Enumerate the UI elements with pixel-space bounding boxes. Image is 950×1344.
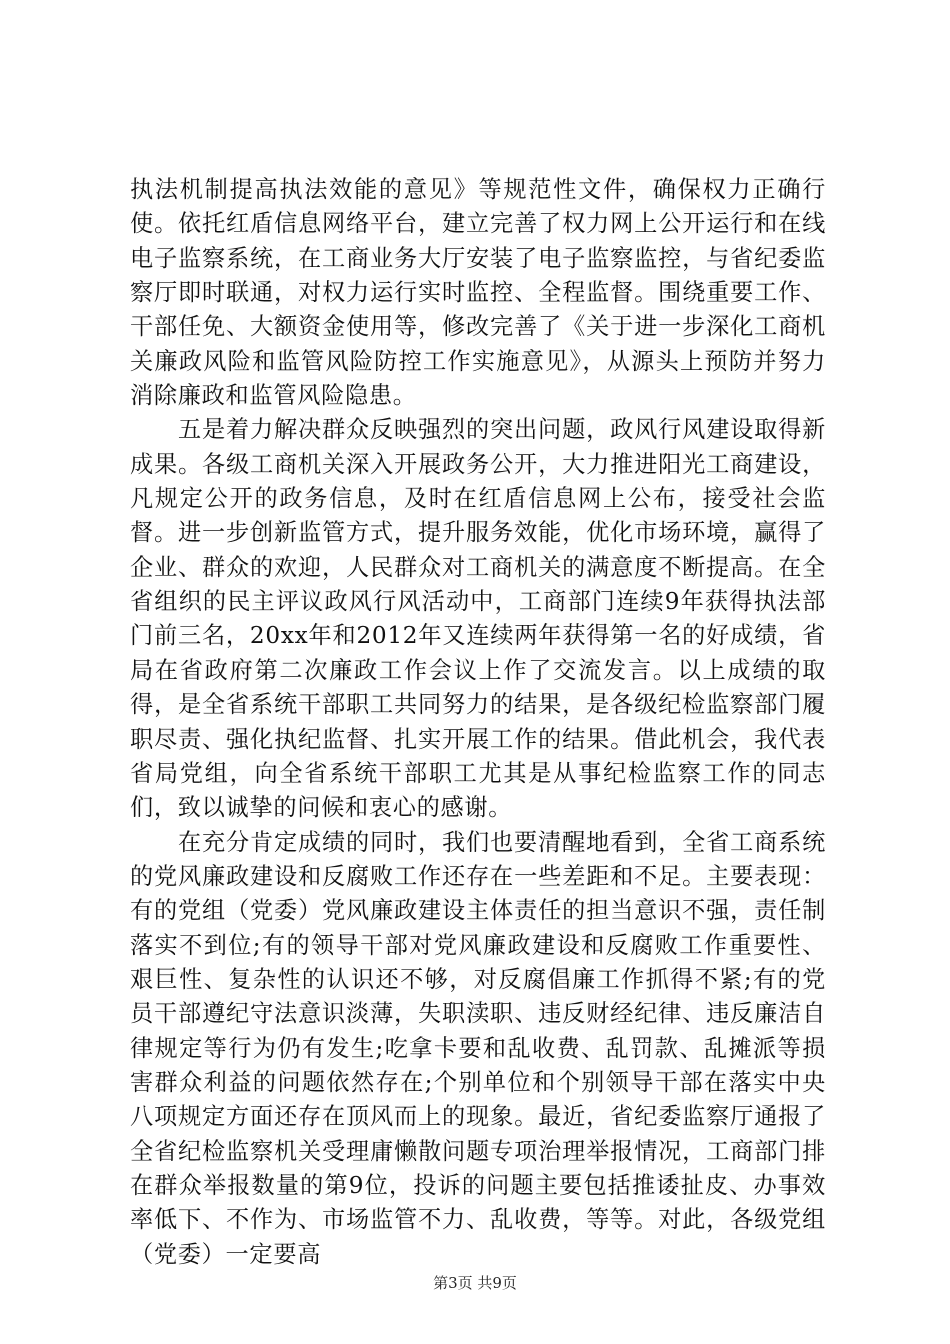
page-number-footer: 第3页 共9页 [433, 1274, 517, 1292]
paragraph-1: 执法机制提高执法效能的意见》等规范性文件，确保权力正确行使。依托红盾信息网络平台，建立完善了权力网上公开运行和在线电子监察系统，在工商业务大厅安装了电子监察监控，与省纪委监察厅即时联通，对权力运行实时监控、全程监督。围绕重要工作、干部任免、大额资金使用等，修改完善了《关于进一步深化工商机关廉政风险和监管风险防控工作实施意见》，从源头上预防并努力消除廉政和监管风险隐患。 [130, 176, 826, 410]
document-body [130, 173, 826, 1272]
paragraph-3: 在充分肯定成绩的同时，我们也要清醒地看到，全省工商系统的党风廉政建设和反腐败工作还存在一些差距和不足。主要表现：有的党组（党委）党风廉政建设主体责任的担当意识不强，责任制落实不到位;有的领导干部对党风廉政建设和反腐败工作重要性、艰巨性、复杂性的认识还不够，对反腐倡廉工作抓得不紧;有的党员干部遵纪守法意识淡薄，失职渎职、违反财经纪律、违反廉洁自律规定等行为仍有发生;吃拿卡要和乱收费、乱罚款、乱摊派等损害群众利益的问题依然存在;个别单位和个别领导干部在落实中央八项规定方面还存在顶风而上的现象。最近，省纪委监察厅通报了全省纪检监察机关受理庸懒散问题专项治理举报情况，工商部门排在群众举报数量的第9位，投诉的问题主要包括推诿扯皮、办事效率低下、不作为、市场监管不力、乱收费，等等。对此，各级党组（党委）一定要高 [130, 828, 826, 1268]
paragraph-2: 五是着力解决群众反映强烈的突出问题，政风行风建设取得新成果。各级工商机关深入开展政务公开，大力推进阳光工商建设，凡规定公开的政务信息，及时在红盾信息网上公布，接受社会监督。进一步创新监管方式，提升服务效能，优化市场环境，赢得了企业、群众的欢迎，人民群众对工商机关的满意度不断提高。在全省组织的民主评议政风行风活动中，工商部门连续9年获得执法部门前三名，20xx年和2012年又连续两年获得第一名的好成绩，省局在省政府第二次廉政工作会议上作了交流发言。以上成绩的取得，是全省系统干部职工共同努力的结果，是各级纪检监察部门履职尽责、强化执纪监督、扎实开展工作的结果。借此机会，我代表省局党组，向全省系统干部职工尤其是从事纪检监察工作的同志们，致以诚挚的问候和衷心的感谢。 [130, 416, 826, 822]
